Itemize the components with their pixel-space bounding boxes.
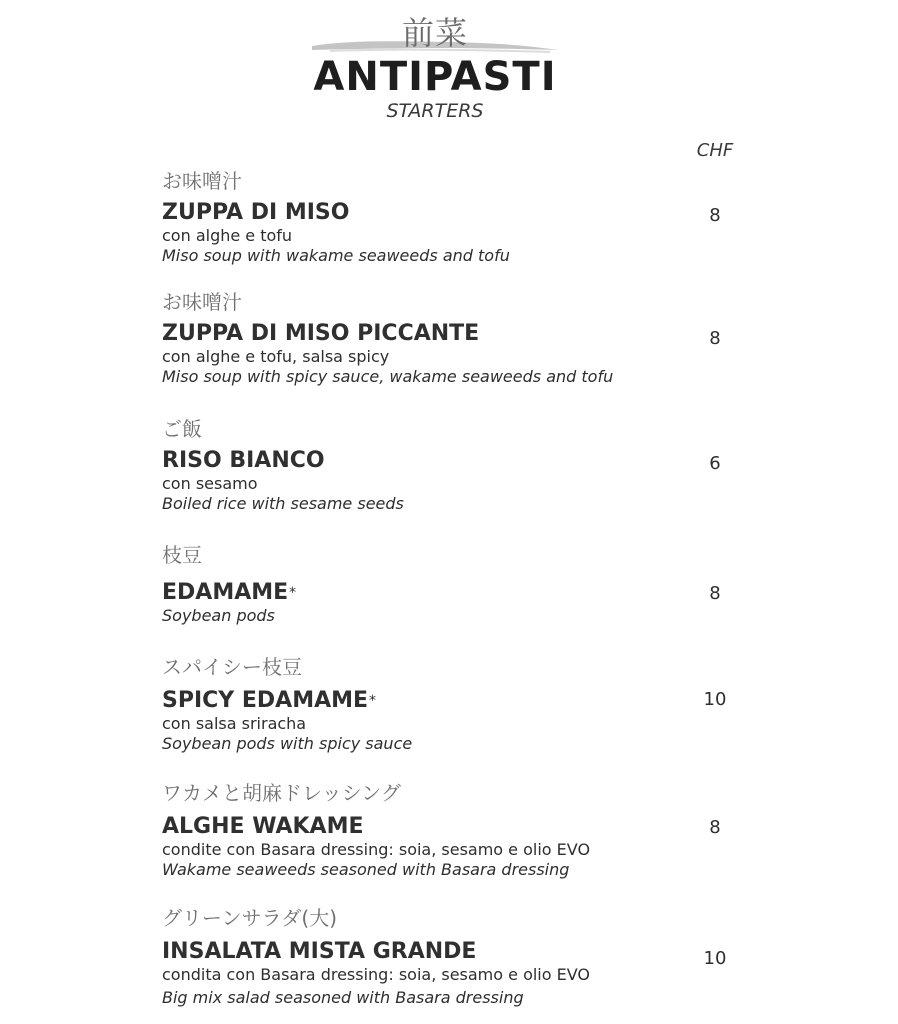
item-name: ALGHE WAKAME <box>162 814 364 839</box>
item-name: ZUPPA DI MISO <box>162 200 350 225</box>
menu-item <box>162 291 762 387</box>
item-english-description: Miso soup with spicy sauce, wakame seaweeds and tofu <box>162 367 614 386</box>
item-english-description: Miso soup with wakame seaweeds and tofu <box>162 246 510 265</box>
menu-item <box>162 656 762 754</box>
item-italian-description: con alghe e tofu, salsa spicy <box>162 347 390 366</box>
item-price: 6 <box>709 453 721 474</box>
menu-item <box>162 907 762 1008</box>
item-name: INSALATA MISTA GRANDE <box>162 939 477 964</box>
item-english-description: Soybean pods <box>162 606 275 625</box>
section-title: ANTIPASTI <box>313 54 557 100</box>
item-japanese-name: スパイシー枝豆 <box>162 655 302 679</box>
item-price: 10 <box>703 689 727 710</box>
section-kanji-title: 前菜 <box>401 14 468 52</box>
item-price: 10 <box>703 948 727 969</box>
item-price: 8 <box>709 205 721 226</box>
menu-header <box>0 0 898 130</box>
item-price: 8 <box>709 328 721 349</box>
item-english-description: Boiled rice with sesame seeds <box>162 494 404 513</box>
menu-item <box>162 170 762 266</box>
item-japanese-name: ご飯 <box>162 417 202 441</box>
item-english-description: Big mix salad seasoned with Basara dressing <box>162 988 524 1007</box>
menu-item <box>162 782 762 880</box>
item-italian-description: condite con Basara dressing: soia, sesamo e olio EVO <box>162 840 591 859</box>
item-english-description: Wakame seaweeds seasoned with Basara dressing <box>162 860 570 879</box>
item-name: SPICY EDAMAME* <box>162 688 377 713</box>
menu-item <box>162 544 762 626</box>
item-japanese-name: お味噌汁 <box>162 290 242 314</box>
item-japanese-name: お味噌汁 <box>162 169 242 193</box>
item-italian-description: con alghe e tofu <box>162 226 293 245</box>
item-price: 8 <box>709 583 721 604</box>
currency-label: CHF <box>696 140 734 161</box>
item-english-description: Soybean pods with spicy sauce <box>162 734 413 753</box>
item-italian-description: condita con Basara dressing: soia, sesamo e olio EVO <box>162 965 590 984</box>
item-japanese-name: ワカメと胡麻ドレッシング <box>162 781 401 805</box>
item-name: EDAMAME* <box>162 580 297 605</box>
item-japanese-name: 枝豆 <box>162 543 202 567</box>
item-japanese-name: グリーンサラダ(大) <box>162 906 338 930</box>
item-name: ZUPPA DI MISO PICCANTE <box>162 321 480 346</box>
section-subtitle: STARTERS <box>386 100 484 122</box>
item-italian-description: con salsa sriracha <box>162 714 307 733</box>
menu-item <box>162 418 762 514</box>
item-name: RISO BIANCO <box>162 448 325 473</box>
item-price: 8 <box>709 817 721 838</box>
item-italian-description: con sesamo <box>162 474 258 493</box>
